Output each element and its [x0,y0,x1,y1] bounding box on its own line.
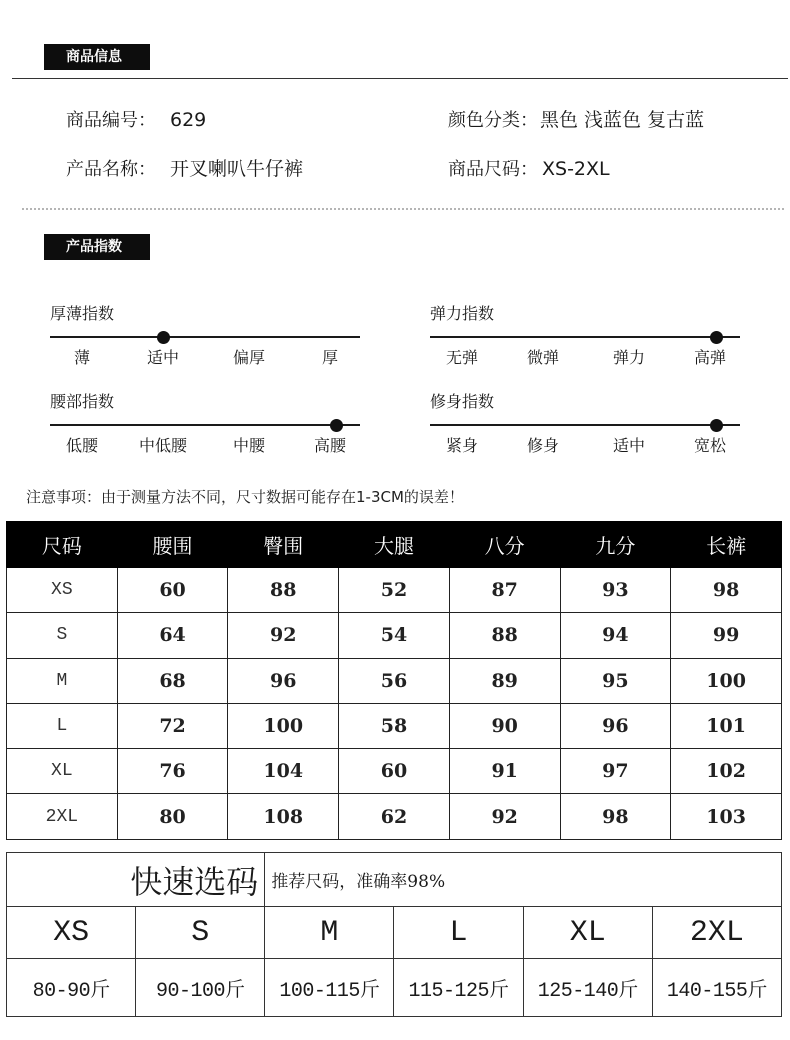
quick-size-weights-row [7,959,782,1017]
table-cell: 104 [228,749,339,794]
elasticity-index [430,304,748,367]
measurement-note: 注意事项：由于测量方法不同，尺寸数据可能存在1-3CM的误差！ [26,488,464,506]
waist-level-2: 中腰 [232,436,266,455]
fit-level-3: 宽松 [693,436,727,455]
dotted-divider [22,208,784,210]
table-cell: M [7,658,118,703]
product-size-value: XS-2XL [542,158,610,180]
table-cell: 94 [560,613,671,658]
elasticity-level-0: 无弹 [445,348,479,367]
table-cell: 96 [228,658,339,703]
waist-index-title: 腰部指数 [50,392,115,411]
thickness-index-line [50,336,360,338]
table-cell: 100 [228,703,339,748]
product-code [66,108,206,133]
table-cell: 93 [560,568,671,613]
table-cell: 102 [671,749,782,794]
waist-level-3: 高腰 [313,436,347,455]
table-row [7,794,782,839]
waist-level-1: 中低腰 [138,436,188,455]
thickness-level-2: 偏厚 [232,348,266,367]
quick-size-subtitle: 推荐尺码，准确率98% [265,853,782,907]
waist-index-marker [330,419,343,432]
thickness-level-3: 厚 [321,348,339,367]
table-cell: 95 [560,658,671,703]
product-name-label: 产品名称： [66,159,156,180]
size-table [6,521,782,840]
waist-index-line [50,424,360,426]
table-cell: L [7,703,118,748]
product-name-value: 开叉喇叭牛仔裤 [170,158,304,180]
product-name [66,157,303,182]
header-waist: 腰围 [117,522,228,568]
header-hip: 臀围 [228,522,339,568]
product-size [448,157,610,182]
product-color-label: 颜色分类： [448,110,538,131]
table-cell: 80 [117,794,228,839]
fit-index [430,392,748,455]
quick-size-cell: 2XL [652,907,781,959]
header-ankle-length: 九分 [560,522,671,568]
table-cell: 54 [339,613,450,658]
section-divider [12,78,788,79]
table-cell: 91 [449,749,560,794]
elasticity-index-line [430,336,740,338]
product-info-tag: 商品信息 [44,44,150,70]
table-cell: 99 [671,613,782,658]
table-cell: 92 [228,613,339,658]
thickness-level-0: 薄 [73,348,91,367]
table-cell: 98 [560,794,671,839]
fit-index-marker [710,419,723,432]
table-cell: 90 [449,703,560,748]
table-cell: 76 [117,749,228,794]
fit-index-title: 修身指数 [430,392,495,411]
table-cell: XL [7,749,118,794]
product-size-label: 商品尺码： [448,159,538,180]
table-row [7,613,782,658]
table-row [7,749,782,794]
table-cell: 62 [339,794,450,839]
product-code-label: 商品编号： [66,110,156,131]
table-cell: 96 [560,703,671,748]
table-cell: 100 [671,658,782,703]
fit-level-0: 紧身 [445,436,479,455]
table-row [7,658,782,703]
table-cell: 89 [449,658,560,703]
elasticity-index-title: 弹力指数 [430,304,495,323]
table-cell: 88 [228,568,339,613]
table-cell: 2XL [7,794,118,839]
fit-level-1: 修身 [526,436,560,455]
table-cell: 72 [117,703,228,748]
quick-size-title: 快速选码 [7,853,265,907]
table-cell: 98 [671,568,782,613]
table-cell: S [7,613,118,658]
fit-level-2: 适中 [612,436,646,455]
table-cell: 108 [228,794,339,839]
table-cell: 56 [339,658,450,703]
table-cell: 58 [339,703,450,748]
quick-size-table [6,852,782,1017]
table-cell: 92 [449,794,560,839]
elasticity-level-1: 微弹 [526,348,560,367]
elasticity-level-3: 高弹 [693,348,727,367]
table-cell: 64 [117,613,228,658]
table-cell: 52 [339,568,450,613]
table-cell: 97 [560,749,671,794]
quick-weight-cell: 115-125斤 [394,959,523,1017]
quick-weight-cell: 125-140斤 [523,959,652,1017]
quick-size-cell: XL [523,907,652,959]
table-cell: 60 [339,749,450,794]
fit-index-line [430,424,740,426]
elasticity-level-2: 弹力 [612,348,646,367]
quick-size-cell: M [265,907,394,959]
size-table-header [7,522,782,568]
table-row [7,703,782,748]
elasticity-index-marker [710,331,723,344]
header-size: 尺码 [7,522,118,568]
header-thigh: 大腿 [339,522,450,568]
quick-size-cell: L [394,907,523,959]
thickness-index-title: 厚薄指数 [50,304,115,323]
table-row [7,568,782,613]
product-index-tag: 产品指数 [44,234,150,260]
quick-weight-cell: 80-90斤 [7,959,136,1017]
waist-index [50,392,368,455]
waist-level-0: 低腰 [65,436,99,455]
quick-weight-cell: 90-100斤 [136,959,265,1017]
table-cell: 87 [449,568,560,613]
quick-weight-cell: 100-115斤 [265,959,394,1017]
table-cell: 101 [671,703,782,748]
table-cell: 88 [449,613,560,658]
header-full-length: 长裤 [671,522,782,568]
quick-size-header-row [7,853,782,907]
quick-size-cell: XS [7,907,136,959]
thickness-index-marker [157,331,170,344]
thickness-index [50,304,368,367]
thickness-level-1: 适中 [146,348,180,367]
table-cell: 60 [117,568,228,613]
product-code-value: 629 [170,109,207,131]
quick-size-cell: S [136,907,265,959]
product-color [448,108,704,133]
quick-size-sizes-row [7,907,782,959]
table-cell: XS [7,568,118,613]
quick-weight-cell: 140-155斤 [652,959,781,1017]
header-cropped-length: 八分 [449,522,560,568]
product-color-value: 黑色 浅蓝色 复古蓝 [540,109,705,131]
table-cell: 103 [671,794,782,839]
table-cell: 68 [117,658,228,703]
